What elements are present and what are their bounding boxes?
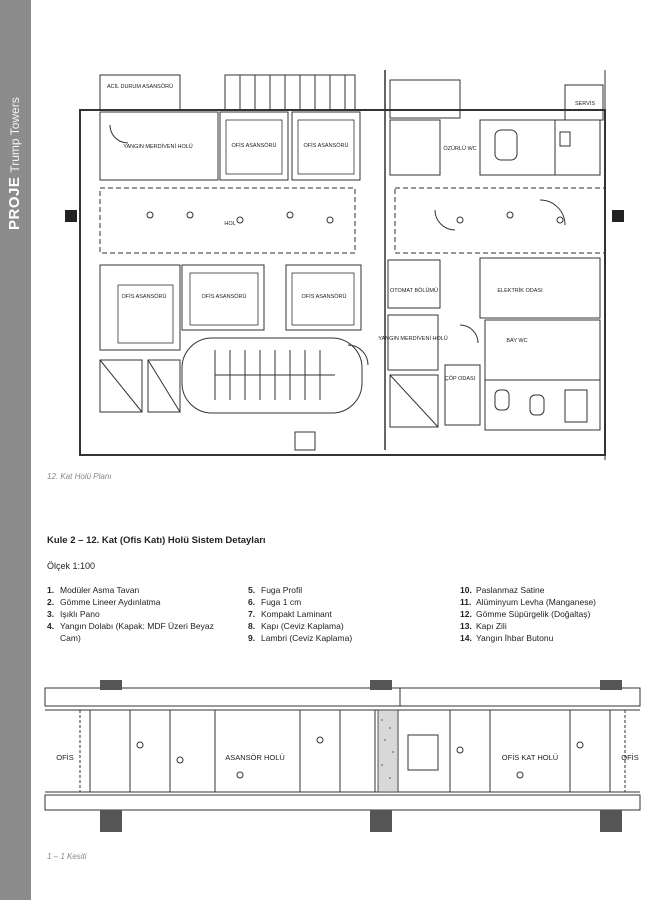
legend-column-2 xyxy=(248,584,431,644)
label-section-ofis-left: OFİS xyxy=(56,753,74,762)
legend-item: 11. Alüminyum Levha (Manganese) xyxy=(460,597,597,607)
legend-item: 2. Gömme Lineer Aydınlatma xyxy=(47,597,161,607)
label-ofis-asansoru-5: OFİS ASANSÖRÜ xyxy=(301,294,347,300)
legend-item: 10. Paslanmaz Satine xyxy=(460,585,545,595)
legend-item: 7. Kompakt Laminant xyxy=(248,609,332,619)
legend-column-1 xyxy=(47,584,230,644)
acil-durum-room xyxy=(100,75,180,110)
details-heading: Kule 2 – 12. Kat (Ofis Katı) Holü Sistem Detayları xyxy=(47,535,266,546)
label-ofis-asansoru-3: OFİS ASANSÖRÜ xyxy=(121,294,167,300)
label-section-asansor-holu: ASANSÖR HOLÜ xyxy=(225,753,285,762)
legend-item: 4. Yangın Dolabı (Kapak: MDF Üzeri Beyaz Cam) xyxy=(47,621,214,643)
legend-item: 1. Modüler Asma Tavan xyxy=(47,585,140,595)
label-ofis-asansoru-1: OFİS ASANSÖRÜ xyxy=(231,143,277,149)
label-hol: HOL xyxy=(224,221,236,227)
project-name: Trump Towers xyxy=(8,97,22,173)
legend-item: 14. Yangın İhbar Butonu xyxy=(460,633,554,643)
legend-column-3 xyxy=(460,584,646,644)
section-drawing xyxy=(40,680,645,845)
section-caption: 1 – 1 Kesiti xyxy=(47,852,87,861)
legend-item: 6. Fuga 1 cm xyxy=(248,597,302,607)
legend-item: 3. Işıklı Pano xyxy=(47,609,100,619)
sidebar-band xyxy=(0,0,31,900)
label-cop-odasi: ÇÖP ODASI xyxy=(444,376,476,382)
label-ofis-asansoru-4: OFİS ASANSÖRÜ xyxy=(201,294,247,300)
legend-item: 5. Fuga Profil xyxy=(248,585,303,595)
label-bay-wc: BAY WC xyxy=(506,338,528,344)
plan-caption: 12. Kat Holü Planı xyxy=(47,472,112,481)
section-name: PROJE xyxy=(6,176,23,230)
label-yangin-merdiveni-top: YANGIN MERDİVENİ HOLÜ xyxy=(123,144,193,150)
label-section-ofis-kat-holu: OFİS KAT HOLÜ xyxy=(501,753,559,762)
legend-item: 12. Gömme Süpürgelik (Doğaltaş) xyxy=(460,609,591,619)
label-yangin-merdiveni-right: YANGIN MERDİVENİ HOLÜ xyxy=(378,336,448,342)
label-otomat-bolumu: OTOMAT BÖLÜMÜ xyxy=(390,288,438,294)
details-scale: Ölçek 1:100 xyxy=(47,561,96,571)
label-servis: SERVİS xyxy=(574,101,596,107)
label-ozurlu-wc: ÖZÜRLÜ WC xyxy=(443,146,477,152)
floor-plan-drawing xyxy=(40,70,640,470)
label-acil-durum: ACİL DURUM ASANSÖRÜ xyxy=(106,84,174,90)
label-section-ofis-right: OFİS xyxy=(621,753,639,762)
label-ofis-asansoru-2: OFİS ASANSÖRÜ xyxy=(303,143,349,149)
label-elektrik-odasi: ELEKTRİK ODASI xyxy=(497,288,543,294)
legend-item: 8. Kapı (Ceviz Kaplama) xyxy=(248,621,344,631)
legend-item: 9. Lambri (Ceviz Kaplama) xyxy=(248,633,353,643)
legend-item: 13. Kapı Zili xyxy=(460,621,507,631)
